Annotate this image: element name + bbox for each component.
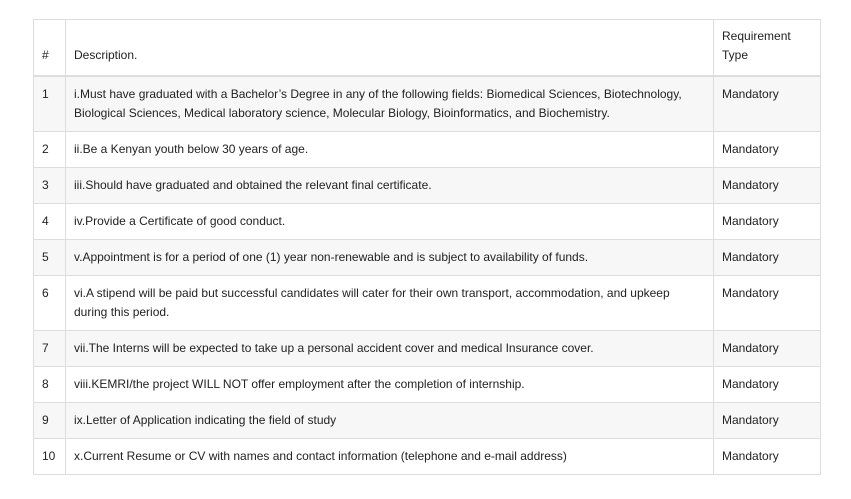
table-row [34,168,821,204]
row-requirement-type: Mandatory [714,240,821,276]
table-row [34,439,821,475]
header-description: Description. [66,20,714,77]
table-row [34,76,821,132]
row-requirement-type: Mandatory [714,403,821,439]
row-description: i.Must have graduated with a Bachelor’s Degree in any of the following fields: Biomedical Sciences, Biotechnology, Biological Sciences, Medical laboratory science, Molecular Biology, Bioinformatics, and Biochemistry. [66,76,714,132]
requirements-table [33,19,821,475]
row-requirement-type: Mandatory [714,276,821,331]
table-row [34,276,821,331]
table-row [34,204,821,240]
row-number: 10 [34,439,66,475]
row-description: ix.Letter of Application indicating the field of study [66,403,714,439]
row-description: x.Current Resume or CV with names and contact information (telephone and e-mail address) [66,439,714,475]
table-row [34,403,821,439]
row-requirement-type: Mandatory [714,204,821,240]
row-requirement-type: Mandatory [714,331,821,367]
table-header [34,20,821,77]
table-row [34,367,821,403]
row-description: iii.Should have graduated and obtained the relevant final certificate. [66,168,714,204]
table-row [34,132,821,168]
header-requirement-type: Requirement Type [714,20,821,77]
row-number: 2 [34,132,66,168]
row-number: 4 [34,204,66,240]
row-requirement-type: Mandatory [714,132,821,168]
row-number: 3 [34,168,66,204]
row-requirement-type: Mandatory [714,367,821,403]
row-description: ii.Be a Kenyan youth below 30 years of age. [66,132,714,168]
row-requirement-type: Mandatory [714,76,821,132]
requirements-table-container [33,19,821,475]
header-number: # [34,20,66,77]
row-description: v.Appointment is for a period of one (1) year non-renewable and is subject to availability of funds. [66,240,714,276]
row-number: 5 [34,240,66,276]
row-requirement-type: Mandatory [714,439,821,475]
table-body [34,76,821,475]
table-row [34,240,821,276]
row-number: 1 [34,76,66,132]
row-description: viii.KEMRI/the project WILL NOT offer employment after the completion of internship. [66,367,714,403]
row-description: vi.A stipend will be paid but successful candidates will cater for their own transport, accommodation, and upkeep during this period. [66,276,714,331]
table-row [34,331,821,367]
row-number: 6 [34,276,66,331]
row-number: 9 [34,403,66,439]
row-description: iv.Provide a Certificate of good conduct. [66,204,714,240]
row-requirement-type: Mandatory [714,168,821,204]
row-number: 8 [34,367,66,403]
row-description: vii.The Interns will be expected to take up a personal accident cover and medical Insurance cover. [66,331,714,367]
header-row [34,20,821,77]
row-number: 7 [34,331,66,367]
